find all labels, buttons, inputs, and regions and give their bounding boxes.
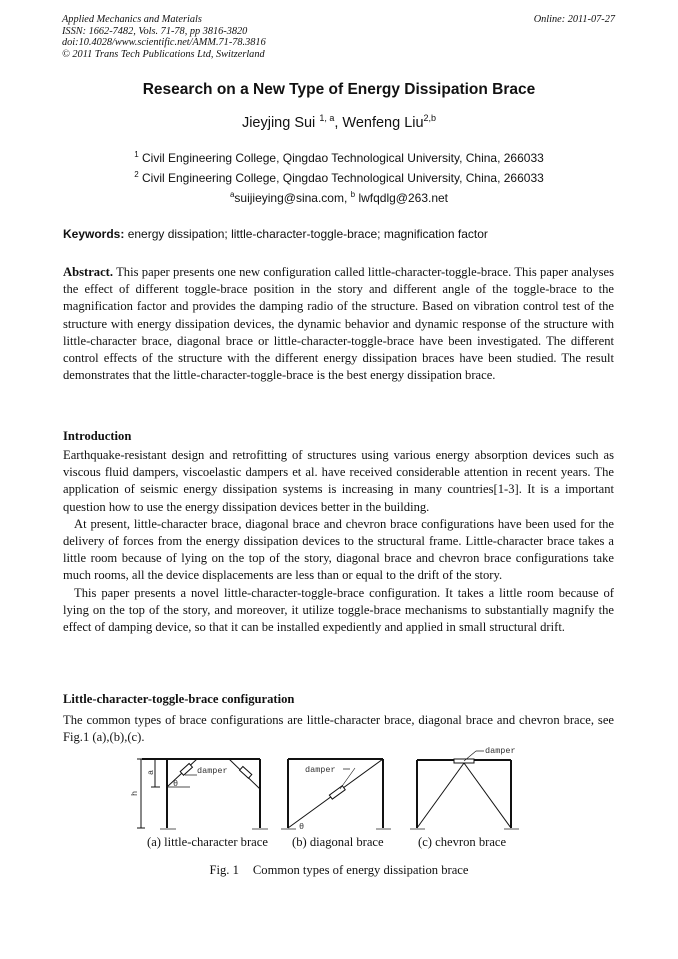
paragraph: The common types of brace configurations are little-character brace, diagonal brace and chevron brace, see Fig.1 (a),(b),(c). bbox=[63, 713, 614, 745]
paragraph: At present, little-character brace, diagonal brace and chevron brace configurations have been used for the delivery of forces from the energy dissipation devices to the structural frame. Little-character brace takes a little room because of lying on the top of the story, diagonal brace and chevron brace configurations take much rooms, all the device displacements are less than or equal to the drift of the story. bbox=[63, 516, 614, 583]
email-superscript: a bbox=[229, 190, 235, 199]
keywords bbox=[63, 227, 488, 241]
paragraph: This paper presents a novel little-character-toggle-brace configuration. It takes a little room because of lying on the top of the story, and moreover, it utilize toggle-brace mechanisms to substantially magnify the effect of damping device, so that it can be installed expediently and applied in small structural drift. bbox=[63, 585, 614, 635]
affiliation-1 bbox=[0, 150, 678, 165]
abstract-label: Abstract. bbox=[63, 265, 114, 279]
section-heading-introduction: Introduction bbox=[63, 429, 132, 443]
author-separator: , bbox=[334, 115, 343, 131]
paragraph: Earthquake-resistant design and retrofitting of structures using various energy absorption devices such as viscous fluid dampers, viscoelastic dampers et al. have received considerable attention in recent years. The application of seismic energy dissipation systems is increasing in many countries[1-3]. It is a important question how to use the energy dissipation devices better in the building. bbox=[63, 448, 614, 514]
email-a[interactable]: suijieying@sina.com, bbox=[234, 191, 351, 205]
label-damper: damper bbox=[197, 766, 228, 776]
abstract bbox=[63, 264, 614, 384]
figure-caption-text: Common types of energy dissipation brace bbox=[252, 863, 469, 877]
journal-header bbox=[62, 14, 266, 60]
email-superscript: b bbox=[350, 190, 356, 199]
email-b[interactable]: lwfqdlg@263.net bbox=[355, 191, 449, 205]
introduction-body bbox=[63, 447, 614, 636]
figure-number: Fig. 1 bbox=[209, 863, 239, 877]
subcaption-c: (c) chevron brace bbox=[418, 835, 507, 849]
author-superscript: 1, a bbox=[319, 113, 335, 123]
label-damper: damper bbox=[305, 765, 336, 775]
label-damper: damper bbox=[485, 746, 516, 756]
figure-caption bbox=[0, 863, 678, 878]
label-a: a bbox=[146, 769, 156, 775]
author-name: Jieyjing Sui bbox=[241, 115, 316, 131]
author-name: Wenfeng Liu bbox=[342, 115, 424, 131]
issn-line: ISSN: 1662-7482, Vols. 71-78, pp 3816-3820 bbox=[62, 25, 248, 37]
author-superscript: 2,b bbox=[423, 113, 437, 123]
label-theta: θ bbox=[173, 779, 179, 789]
affiliation-superscript: 1 bbox=[134, 150, 139, 159]
affiliation-2 bbox=[0, 170, 678, 185]
label-h: h bbox=[130, 790, 140, 796]
keywords-label: Keywords: bbox=[63, 227, 125, 241]
doi-line: doi:10.4028/www.scientific.net/AMM.71-78.3816 bbox=[62, 37, 266, 49]
author-emails bbox=[0, 190, 678, 205]
affiliation-text: Civil Engineering College, Qingdao Technological University, China, 266033 bbox=[142, 151, 544, 165]
diagram-chevron-brace bbox=[410, 751, 519, 829]
author-list bbox=[0, 113, 678, 131]
online-date: Online: 2011-07-27 bbox=[533, 14, 615, 25]
copyright-line: © 2011 Trans Tech Publications Ltd, Switzerland bbox=[62, 48, 265, 60]
keywords-text: energy dissipation; little-character-toggle-brace; magnification factor bbox=[124, 227, 488, 241]
subcaption-b: (b) diagonal brace bbox=[292, 835, 384, 849]
paper-title: Research on a New Type of Energy Dissipation Brace bbox=[142, 81, 536, 98]
abstract-text: This paper presents one new configuration called little-character-toggle-brace. This paper analyses the effect of different toggle-brace position in the story and different angle of the toggle-brace to the magnification factor and provides the damping radio of the structure. Based on vibration control test of the structure with energy dissipation devices, the dynamic behavior and dynamic response of the structure with little-character brace, diagonal brace or little-character-toggle-brace have been investigated. The different control effects of the structure with the different energy dissipation braces have been studied. The result demonstrates that the little-character-toggle-brace is the best energy dissipation brace. bbox=[63, 265, 614, 383]
label-theta: θ bbox=[299, 822, 305, 832]
affiliation-text: Civil Engineering College, Qingdao Technological University, China, 266033 bbox=[142, 171, 544, 185]
diagram-diagonal-brace bbox=[281, 759, 391, 829]
affiliation-superscript: 2 bbox=[134, 170, 139, 179]
journal-name: Applied Mechanics and Materials bbox=[62, 14, 202, 25]
subcaption-a: (a) little-character brace bbox=[147, 835, 268, 849]
section-heading-configuration: Little-character-toggle-brace configuration bbox=[63, 692, 295, 706]
figure-1-brace-diagrams bbox=[0, 740, 678, 840]
